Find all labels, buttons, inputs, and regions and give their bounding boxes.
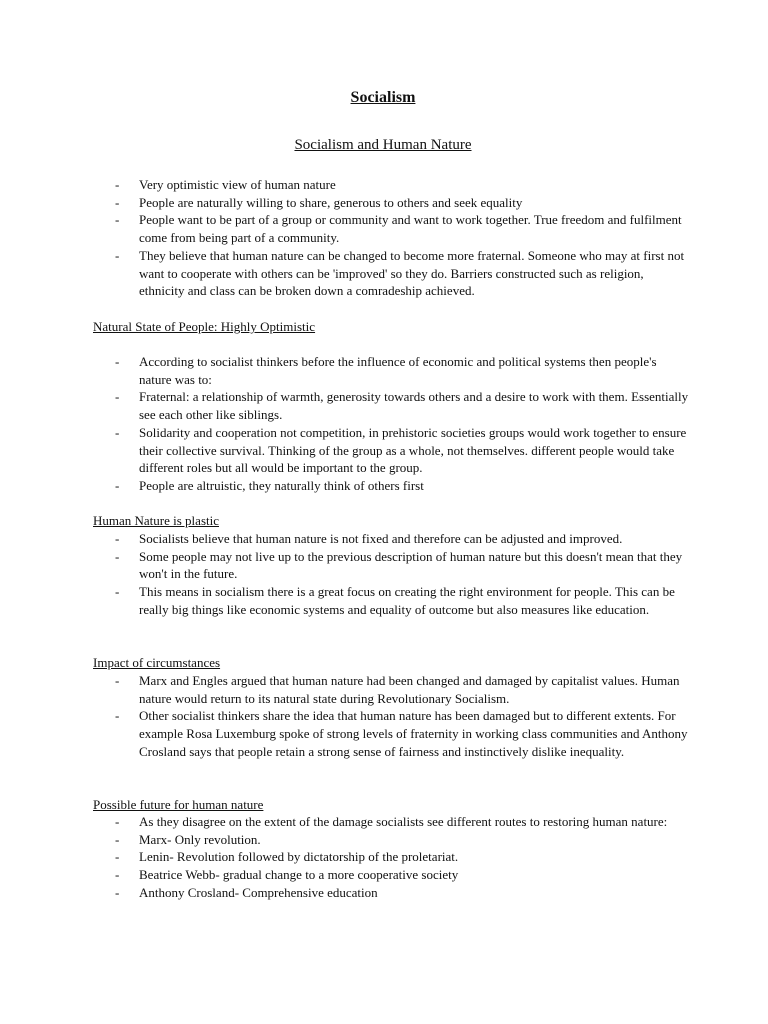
list-item-text: Lenin- Revolution followed by dictatorship of the proletariat. bbox=[139, 849, 459, 865]
list-item-text: Marx and Engles argued that human nature had been changed and damaged by capitalist values. Human nature would return to its natural state during Revolutionary Socialism. bbox=[139, 673, 680, 706]
list-item bbox=[0, 530, 690, 548]
list-item-text: Other socialist thinkers share the idea that human nature has been damaged but to different extents. For example Rosa Luxemburg spoke of strong levels of fraternity in working class communities and Anthony Crosland says that people retain a strong sense of fairness and instinctively dislike inequality. bbox=[139, 708, 688, 759]
section-heading-circumstances: Impact of circumstances bbox=[93, 655, 221, 670]
bullet-dash: - bbox=[115, 867, 120, 883]
list-item bbox=[0, 353, 690, 388]
bullet-dash: - bbox=[115, 708, 120, 724]
section-heading-plastic: Human Nature is plastic bbox=[93, 513, 219, 528]
list-item bbox=[0, 477, 690, 495]
list-item bbox=[0, 866, 690, 884]
bullet-dash: - bbox=[115, 814, 120, 829]
bullet-dash: - bbox=[115, 389, 120, 405]
list-item bbox=[0, 388, 690, 423]
bullet-dash: - bbox=[115, 548, 120, 564]
list-item-text: People are altruistic, they naturally think of others first bbox=[139, 477, 424, 493]
list-item-text: Some people may not live up to the previous description of human nature but this doesn't mean that they won't in the future. bbox=[139, 548, 683, 582]
list-item-text: Solidarity and cooperation not competition, in prehistoric societies groups would work together to ensure their collective survival. Thinking of the group as a whole, not themselves. different people would take different roles but all would be important to the group. bbox=[139, 424, 687, 476]
list-item-text: According to socialist thinkers before the influence of economic and political systems then people's nature was to: bbox=[139, 354, 657, 387]
bullet-dash: - bbox=[115, 247, 120, 263]
list-item bbox=[0, 424, 690, 477]
list-item-text: This means in socialism there is a great focus on creating the right environment for people. This can be really big things like economic systems and equality of outcome but also measures like education. bbox=[139, 584, 675, 617]
list-item bbox=[0, 548, 690, 583]
future-bullet-list bbox=[0, 813, 690, 902]
bullet-dash: - bbox=[115, 673, 120, 688]
list-item bbox=[0, 848, 690, 866]
list-item bbox=[0, 672, 690, 707]
list-item bbox=[0, 194, 690, 212]
document-title: Socialism bbox=[350, 89, 416, 106]
list-item bbox=[0, 884, 690, 902]
list-item bbox=[0, 583, 690, 618]
list-item bbox=[0, 813, 690, 831]
bullet-dash: - bbox=[115, 354, 120, 369]
list-item bbox=[0, 176, 690, 194]
bullet-dash: - bbox=[115, 531, 120, 546]
list-item-text: Beatrice Webb- gradual change to a more cooperative society bbox=[139, 867, 459, 883]
list-item bbox=[0, 211, 690, 246]
document-subtitle: Socialism and Human Nature bbox=[294, 137, 472, 153]
bullet-dash: - bbox=[115, 424, 120, 440]
plastic-bullet-list bbox=[0, 530, 690, 619]
bullet-dash: - bbox=[115, 177, 120, 192]
section-heading-natural-state: Natural State of People: Highly Optimistic bbox=[93, 319, 316, 334]
list-item-text: People are naturally willing to share, generous to others and seek equality bbox=[139, 194, 523, 210]
list-item-text: As they disagree on the extent of the damage socialists see different routes to restoring human nature: bbox=[139, 814, 668, 829]
bullet-dash: - bbox=[115, 194, 120, 210]
list-item bbox=[0, 707, 690, 760]
list-item-text: Socialists believe that human nature is not fixed and therefore can be adjusted and improved. bbox=[139, 531, 623, 546]
section-heading-future: Possible future for human nature bbox=[93, 797, 264, 812]
list-item-text: Marx- Only revolution. bbox=[139, 831, 261, 847]
bullet-dash: - bbox=[115, 849, 120, 865]
bullet-dash: - bbox=[115, 212, 120, 228]
list-item-text: Fraternal: a relationship of warmth, generosity towards others and a desire to work with them. Essentially see each other like siblings. bbox=[139, 389, 689, 423]
circumstances-bullet-list bbox=[0, 672, 690, 761]
intro-bullet-list bbox=[0, 176, 690, 300]
list-item bbox=[0, 831, 690, 849]
list-item-text: Anthony Crosland- Comprehensive education bbox=[139, 884, 378, 900]
bullet-dash: - bbox=[115, 831, 120, 847]
bullet-dash: - bbox=[115, 884, 120, 900]
list-item-text: Very optimistic view of human nature bbox=[139, 177, 336, 192]
list-item-text: They believe that human nature can be changed to become more fraternal. Someone who may at first not want to cooperate with others can be 'improved' so they do. Barriers constructed such as religion, ethnicity and class can be broken down a comradeship achieved. bbox=[139, 247, 685, 299]
bullet-dash: - bbox=[115, 477, 120, 493]
bullet-dash: - bbox=[115, 584, 120, 600]
list-item-text: People want to be part of a group or community and want to work together. True freedom and fulfilment come from being part of a community. bbox=[139, 212, 682, 246]
natural-state-bullet-list bbox=[0, 353, 690, 495]
list-item bbox=[0, 247, 690, 300]
